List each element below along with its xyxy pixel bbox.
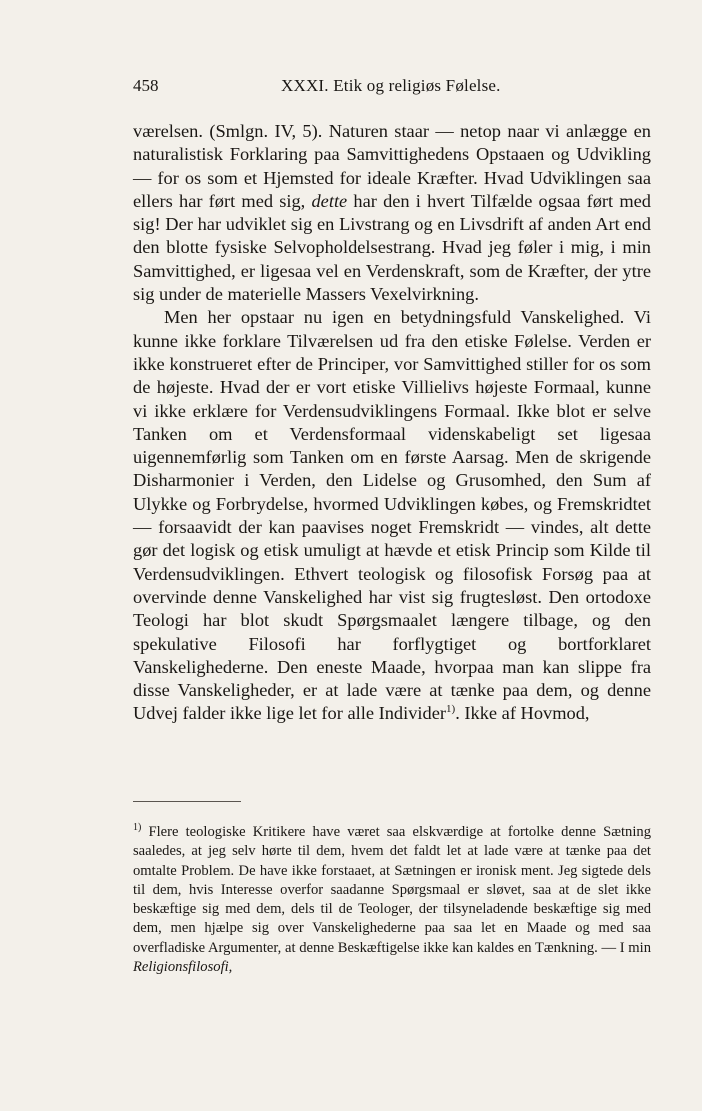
footnote-marker: 1) [133,822,142,833]
page-header [133,76,651,100]
paragraph-1-text: værelsen. (Smlgn. IV, 5). Naturen staar — netop naar vi anlægge en naturalistisk Forklaring paa Samvittighedens Opstaaen og Udvikling — for os som et Hjemsted for ideale Kræfter. Hvad Udviklingen saa ellers har ført med sig, [133,121,651,211]
main-text [133,120,651,726]
footnote-italic-title: Religionsfilosofi, [133,959,233,976]
paragraph-1 [133,120,651,306]
running-title: XXXI. Etik og religiøs Følelse. [281,76,501,95]
paragraph-1-emphasis: dette [311,190,348,211]
page-number: 458 [133,76,159,95]
paragraph-1-rest: har den i hvert Tilfælde ogsaa ført med sig! Der har udviklet sig en Livstrang og en Livsdrift af anden Art end den blotte fysiske Selvopholdelsestrang. Hvad jeg føler i mig, i min Samvittighed, er ligesaa vel en Verdenskraft, som de Kræfter, der ytre sig under de materielle Massers Vexelvirkning. [133,190,651,305]
footnote [133,818,651,977]
paragraph-2-rest: . Ikke af Hovmod, [455,703,590,724]
footnote-text: Flere teologiske Kritikere have været saa elskværdige at fortolke denne Sætning saaledes, at jeg selv hørte til dem, hvem det faldt let at lade være at tænke paa det omtalte Problem. De have ikke forstaaet, at Sætningen er ironisk ment. Jeg sigtede dels til dem, hvis Interesse overfor saadanne Spørgsmaal er sløvet, saa at de slet ikke beskæftige sig med dem, dels til de Teologer, der tilsyneladende beskæftige sig med dem, men hjælpe sig over Vanskelighederne paa saa let en Maade og med saa overfladiske Argumenter, at denne Beskæftigelse ikke kan kaldes en Tænkning. — I min [133,824,651,956]
paragraph-2-text: Men her opstaar nu igen en betydningsfuld Vanskelighed. Vi kunne ikke forklare Tilværelsen ud fra den etiske Følelse. Verden er ikke konstrueret efter de Principer, vor Samvittighed stiller for os som de højeste. Hvad der er vort etiske Villielivs højeste Formaal, kunne vi ikke erklære for Verdensudviklingens Formaal. Ikke blot er selve Tanken om et Verdensformaal videnskabeligt set ligesaa uigennemførlig som Tanken om en første Aarsag. Men de skrigende Disharmonier i Verden, den Lidelse og Grusomhed, den Sum af Ulykke og Forbrydelse, hvormed Udviklingen købes, og Fremskridtet — forsaavidt der kan paavises noget Fremskridt — vindes, alt dette gør det logisk og etisk umuligt at hævde et etisk Princip som Kilde til Verdensudviklingen. Ethvert teologisk og filosofisk Forsøg paa at overvinde denne Vanskelighed har vist sig frugtesløst. Den ortodoxe Teologi har blot skudt Spørgsmaalet længere tilbage, og den spekulative Filosofi har forflygtiget og bortforklaret Vanskelighederne. Den eneste Maade, hvorpaa man kan slippe fra disse Vanskeligheder, er at lade være at tænke paa dem, og denne Udvej falder ikke lige let for alle Individer [133,307,651,724]
footnote-reference[interactable]: 1) [446,703,456,716]
footnote-divider [133,801,241,802]
paragraph-2 [133,306,651,725]
